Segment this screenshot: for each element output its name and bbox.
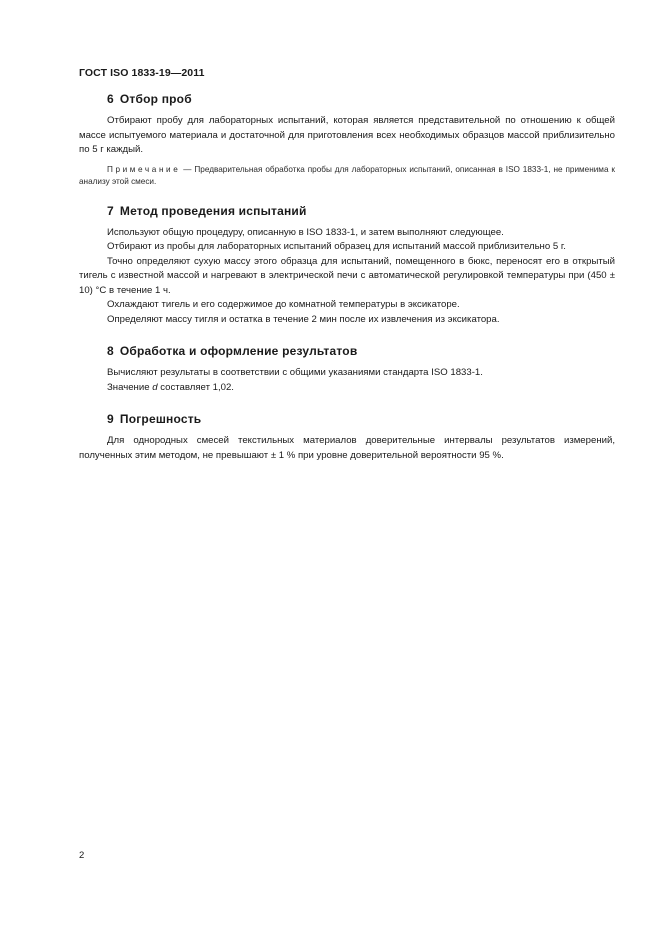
section-number: 8	[107, 344, 114, 358]
text-suffix: составляет 1,02.	[157, 381, 234, 393]
section-title	[107, 344, 615, 358]
standard-code-header: ГОСТ ISO 1833-19—2011	[79, 67, 205, 79]
note	[79, 164, 615, 189]
section-8	[79, 344, 615, 395]
section-heading: Метод проведения испытаний	[119, 203, 307, 218]
variable-d: d	[152, 381, 158, 393]
paragraph: Охлаждают тигель и его содержимое до комнатной температуры в эксикаторе.	[107, 299, 460, 310]
paragraph: Определяют массу тигля и остатка в течение 2 мин после их извлечения из эксикатора.	[107, 313, 500, 325]
paragraph	[79, 381, 615, 396]
text-prefix: Значение	[107, 381, 153, 393]
section-title	[107, 412, 615, 426]
paragraph: Отбирают пробу для лабораторных испытаний, которая является представительной по отношению к общей массе испытуемого материала и достаточной для приготовления всех необходимых образцов массой приблизительно по 5 г каждый.	[79, 115, 615, 155]
note-text: — Предварительная обработка пробы для лабораторных испытаний, описанная в ISO 1833-1, не применима к анализу этой смеси.	[79, 164, 615, 186]
document-content	[79, 92, 615, 480]
section-6	[79, 92, 615, 189]
section-number: 6	[107, 92, 114, 106]
paragraph: Вычисляют результаты в соответствии с общими указаниями стандарта ISO 1833-1.	[107, 367, 483, 378]
page-number: 2	[79, 850, 85, 861]
section-heading: Обработка и оформление результатов	[119, 344, 358, 358]
section-heading: Погрешность	[119, 412, 202, 426]
section-7	[79, 204, 615, 328]
paragraph: Используют общую процедуру, описанную в ISO 1833-1, и затем выполняют следующее.	[107, 226, 504, 238]
paragraph: Точно определяют сухую массу этого образца для испытаний, помещенного в бюкс, переносят его в открытый тигель с известной массой и нагревают в электрической печи с автоматической регулировкой температуры при (450 ± 10) °С в течение 1 ч.	[79, 255, 615, 296]
section-title	[107, 92, 615, 106]
section-9	[79, 412, 615, 463]
section-title	[107, 204, 615, 218]
section-number: 7	[107, 203, 114, 218]
paragraph: Для однородных смесей текстильных материалов доверительные интервалы результатов измерений, полученных этим методом, не превышают ± 1 % при уровне доверительной вероятности 95 %.	[79, 435, 615, 461]
note-label: Примечание	[107, 164, 181, 174]
section-heading: Отбор проб	[119, 92, 192, 106]
paragraph: Отбирают из пробы для лабораторных испытаний образец для испытаний массой приблизительно 5 г.	[107, 241, 566, 252]
section-number: 9	[107, 412, 114, 426]
